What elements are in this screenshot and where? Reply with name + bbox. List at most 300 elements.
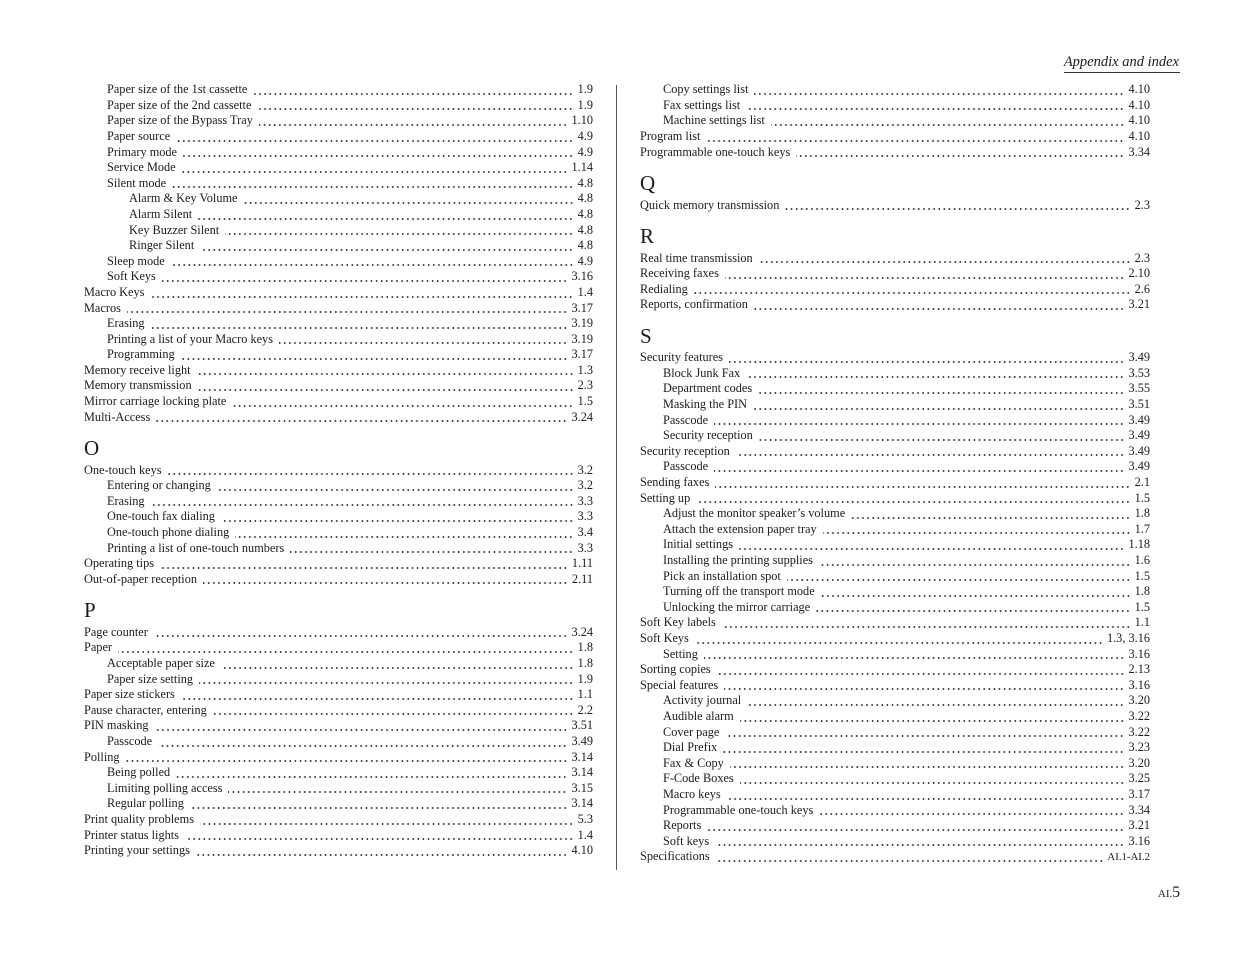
dot-leader (796, 145, 1124, 161)
index-subentry (640, 553, 1150, 569)
index-entry (84, 394, 593, 410)
index-entry-label: Soft Keys (107, 269, 156, 284)
index-entry-label: Paper size setting (107, 671, 194, 686)
index-entry-page: 3.49 (1128, 350, 1150, 365)
index-entry-label: Printer status lights (84, 827, 179, 842)
index-subentry (84, 238, 593, 254)
index-subentry (84, 191, 593, 207)
index-entry-page: 1.8 (577, 655, 593, 670)
index-entry-label: Soft Keys (640, 630, 689, 645)
index-subentry (640, 82, 1150, 98)
index-entry-label: Turning off the transport mode (663, 584, 815, 599)
index-entry-page: 1.7 (1134, 521, 1150, 536)
index-subentry (84, 269, 593, 285)
index-subentry (84, 781, 593, 797)
index-entry-label: Soft keys (663, 833, 710, 848)
index-subentry (640, 600, 1150, 616)
dot-leader (151, 494, 574, 510)
dot-leader (198, 378, 574, 394)
index-subentry (84, 316, 593, 332)
dot-leader (739, 537, 1124, 553)
index-entry-page: 2.1 (1134, 475, 1150, 490)
index-subentry (640, 113, 1150, 129)
index-entry-label: Alarm & Key Volume (129, 191, 238, 206)
index-subentry (84, 176, 593, 192)
dot-leader (217, 478, 574, 494)
index-entry-label: Paper size of the 1st cassette (107, 82, 248, 97)
index-entry-label: Paper size of the Bypass Tray (107, 113, 253, 128)
index-section-heading: O (84, 436, 100, 461)
index-entry-page: 3.19 (571, 316, 593, 331)
index-entry-page: 1.4 (577, 284, 593, 299)
dot-leader (158, 734, 567, 750)
index-entry-page: 2.13 (1128, 662, 1150, 677)
dot-leader (816, 600, 1130, 616)
dot-leader (759, 251, 1131, 267)
index-entry-label: Cover page (663, 724, 720, 739)
index-entry-page: 1.9 (577, 82, 593, 97)
index-subentry (640, 584, 1150, 600)
index-subentry (640, 725, 1150, 741)
index-entry-page: 3.21 (1128, 818, 1150, 833)
index-subentry (84, 207, 593, 223)
index-entry-label: Initial settings (663, 537, 734, 552)
index-entry-page: 3.14 (571, 765, 593, 780)
index-entry (84, 843, 593, 859)
index-entry-label: Installing the printing supplies (663, 553, 813, 568)
index-entry-page: 4.8 (577, 191, 593, 206)
index-entry-label: Audible alarm (663, 708, 734, 723)
index-column-right (640, 82, 1150, 865)
dot-leader (785, 198, 1130, 214)
index-entry-label: Redialing (640, 281, 688, 296)
index-entry-page: 1.18 (1128, 537, 1150, 552)
index-subentry (84, 145, 593, 161)
dot-leader (197, 363, 574, 379)
index-entry-page: 4.8 (577, 222, 593, 237)
index-entry-label: Machine settings list (663, 113, 765, 128)
index-entry-label: Paper size stickers (84, 687, 175, 702)
index-entry-page: 3.17 (571, 347, 593, 362)
index-entry-label: F-Code Boxes (663, 771, 734, 786)
dot-leader (253, 82, 573, 98)
index-entry-page: 4.8 (577, 175, 593, 190)
index-entry (640, 129, 1150, 145)
index-entry-label: Pause character, entering (84, 702, 207, 717)
index-subentry (640, 756, 1150, 772)
dot-leader (171, 254, 574, 270)
index-entry-label: Service Mode (107, 160, 176, 175)
dot-leader (190, 796, 568, 812)
index-entry (640, 282, 1150, 298)
dot-leader (695, 631, 1103, 647)
index-subentry (640, 834, 1150, 850)
index-entry (640, 198, 1150, 214)
dot-leader (232, 394, 573, 410)
page-number-value: 5 (1172, 884, 1180, 901)
dot-leader (225, 223, 573, 239)
index-entry-label: Setting (663, 646, 698, 661)
dot-leader (118, 640, 574, 656)
dot-leader (182, 160, 568, 176)
dot-leader (746, 366, 1124, 382)
index-entry-page: 3.3 (577, 509, 593, 524)
index-entry-label: Printing a list of one-touch numbers (107, 540, 285, 555)
index-subentry (84, 129, 593, 145)
dot-leader (722, 615, 1131, 631)
dot-leader (203, 572, 568, 588)
index-subentry (84, 347, 593, 363)
index-entry-label: Fax settings list (663, 97, 741, 112)
index-entry-page: 3.24 (571, 409, 593, 424)
running-header-title: Appendix and index (1063, 54, 1179, 70)
index-entry-page: 3.2 (577, 462, 593, 477)
dot-leader (181, 687, 574, 703)
index-subentry (640, 428, 1150, 444)
index-entry-page: AI.1-AI.2 (1107, 851, 1150, 864)
index-entry-page: 3.14 (571, 749, 593, 764)
dot-leader (150, 285, 573, 301)
index-entry-label: Unlocking the mirror carriage (663, 599, 811, 614)
index-entry-label: Alarm Silent (129, 206, 193, 221)
index-entry-label: Mirror carriage locking plate (84, 394, 227, 409)
dot-leader (717, 662, 1125, 678)
index-subentry (640, 522, 1150, 538)
index-section-heading: S (640, 323, 652, 348)
dot-leader (729, 350, 1125, 366)
dot-leader (155, 718, 568, 734)
index-entry-label: Memory transmission (84, 378, 192, 393)
index-entry (640, 475, 1150, 491)
dot-leader (244, 191, 574, 207)
dot-leader (821, 584, 1131, 600)
dot-leader (185, 828, 574, 844)
dot-leader (819, 803, 1124, 819)
index-entry-label: Block Junk Fax (663, 365, 741, 380)
index-entry-label: Pick an installation spot (663, 568, 781, 583)
index-entry-page: 4.10 (571, 843, 593, 858)
index-entry-label: Sleep mode (107, 253, 165, 268)
index-entry (84, 363, 593, 379)
index-entry-page: 3.49 (1128, 412, 1150, 427)
index-entry-page: 1.9 (577, 671, 593, 686)
dot-leader (787, 569, 1131, 585)
index-subentry (640, 647, 1150, 663)
index-entry (640, 350, 1150, 366)
index-entry-page: 3.21 (1128, 297, 1150, 312)
index-entry-page: 1.8 (1134, 584, 1150, 599)
dot-leader (127, 301, 568, 317)
index-entry-label: Security reception (640, 443, 730, 458)
dot-leader (290, 541, 573, 557)
index-entry (640, 849, 1150, 865)
index-entry (84, 640, 593, 656)
index-entry-page: 1.14 (571, 160, 593, 175)
index-entry (84, 750, 593, 766)
index-entry-page: 3.22 (1128, 708, 1150, 723)
dot-leader (176, 765, 567, 781)
index-entry (84, 812, 593, 828)
index-entry-page: 2.3 (1134, 197, 1150, 212)
index-entry-page: 3.20 (1128, 755, 1150, 770)
index-entry-page: 2.2 (577, 702, 593, 717)
index-entry-page: 4.8 (577, 206, 593, 221)
index-entry-label: Real time transmission (640, 250, 753, 265)
index-subentry (640, 413, 1150, 429)
index-entry-label: Macro keys (663, 786, 721, 801)
index-entry-page: 3.14 (571, 796, 593, 811)
index-subentry (640, 366, 1150, 382)
index-entry-page: 1.3 (577, 362, 593, 377)
dot-leader (160, 556, 568, 572)
index-entry-page: 3.23 (1128, 740, 1150, 755)
index-entry-page: 4.9 (577, 253, 593, 268)
index-subentry (84, 494, 593, 510)
index-entry-label: Attach the extension paper tray (663, 521, 817, 536)
index-subentry (84, 541, 593, 557)
index-entry-page: 1.5 (1134, 568, 1150, 583)
index-subentry (640, 381, 1150, 397)
index-subentry (640, 803, 1150, 819)
index-entry-label: Programmable one-touch keys (640, 144, 791, 159)
index-entry-label: Masking the PIN (663, 397, 748, 412)
index-entry-label: Printing your settings (84, 843, 190, 858)
index-entry (640, 678, 1150, 694)
index-entry-label: Macros (84, 300, 121, 315)
index-entry-label: PIN masking (84, 718, 149, 733)
index-entry-page: 5.3 (577, 811, 593, 826)
index-entry-page: 3.15 (571, 780, 593, 795)
index-entry-page: 3.4 (577, 525, 593, 540)
index-entry (84, 378, 593, 394)
index-entry-page: 1.8 (577, 640, 593, 655)
index-subentry (84, 525, 593, 541)
dot-leader (200, 812, 574, 828)
index-entry-label: Special features (640, 677, 719, 692)
dot-leader (754, 82, 1124, 98)
index-entry-page: 1.6 (1134, 553, 1150, 568)
index-entry-label: Multi-Access (84, 409, 151, 424)
dot-leader (259, 113, 568, 129)
index-entry-label: Fax & Copy (663, 755, 724, 770)
dot-leader (198, 207, 573, 223)
dot-leader (183, 145, 574, 161)
index-entry-page: 4.9 (577, 128, 593, 143)
index-subentry (84, 223, 593, 239)
index-entry-page: 4.10 (1128, 128, 1150, 143)
index-entry-label: Paper (84, 640, 112, 655)
dot-leader (199, 672, 574, 688)
dot-leader (723, 740, 1124, 756)
index-entry-label: Sorting copies (640, 662, 711, 677)
dot-leader (172, 176, 574, 192)
index-entry-page: 3.49 (1128, 428, 1150, 443)
page-number (1158, 883, 1180, 904)
dot-leader (727, 787, 1125, 803)
index-subentry (640, 459, 1150, 475)
index-entry-page: 3.17 (1128, 786, 1150, 801)
index-entry-label: Being polled (107, 765, 171, 780)
index-section-heading: P (84, 598, 96, 623)
index-entry-page: 1.3, 3.16 (1106, 630, 1150, 645)
index-entry-label: Programmable one-touch keys (663, 802, 814, 817)
index-entry-label: Paper source (107, 128, 171, 143)
dot-leader (715, 834, 1124, 850)
index-entry-label: Receiving faxes (640, 266, 719, 281)
index-subentry (640, 740, 1150, 756)
index-entry-page: 3.22 (1128, 724, 1150, 739)
index-subentry (84, 332, 593, 348)
index-entry-label: Program list (640, 128, 701, 143)
index-entry-label: Adjust the monitor speaker’s volume (663, 506, 846, 521)
dot-leader (151, 316, 568, 332)
dot-leader (851, 506, 1130, 522)
dot-leader (823, 522, 1131, 538)
index-entry-page: 1.11 (571, 556, 593, 571)
index-entry-label: Security features (640, 350, 723, 365)
index-entry-label: Copy settings list (663, 82, 749, 97)
index-entry (640, 444, 1150, 460)
index-entry-label: Sending faxes (640, 475, 710, 490)
index-entry-label: Printing a list of your Macro keys (107, 331, 273, 346)
index-entry (640, 631, 1150, 647)
index-subentry (640, 397, 1150, 413)
index-subentry (84, 672, 593, 688)
index-subentry (84, 509, 593, 525)
index-entry-page: 4.10 (1128, 82, 1150, 97)
index-entry-page: 3.49 (1128, 459, 1150, 474)
index-entry (84, 301, 593, 317)
index-entry-page: 3.20 (1128, 693, 1150, 708)
index-entry (640, 662, 1150, 678)
index-entry (84, 687, 593, 703)
index-entry-page: 4.10 (1128, 113, 1150, 128)
index-subentry (640, 771, 1150, 787)
index-entry-page: 2.3 (1134, 250, 1150, 265)
index-entry (640, 297, 1150, 313)
dot-leader (736, 444, 1125, 460)
index-subentry (640, 709, 1150, 725)
dot-leader (753, 397, 1124, 413)
index-subentry (640, 818, 1150, 834)
index-entry-page: 4.10 (1128, 97, 1150, 112)
index-entry-page: 3.3 (577, 493, 593, 508)
index-entry-page: 1.9 (577, 97, 593, 112)
index-entry-label: Silent mode (107, 175, 167, 190)
index-entry-label: Ringer Silent (129, 238, 195, 253)
index-entry-label: Regular polling (107, 796, 184, 811)
index-entry-page: 2.3 (577, 378, 593, 393)
index-entry-label: Programming (107, 347, 175, 362)
dot-leader (771, 113, 1125, 129)
dot-leader (724, 678, 1124, 694)
index-entry (84, 410, 593, 426)
index-entry-page: 3.16 (571, 269, 593, 284)
index-entry-page: 1.5 (1134, 599, 1150, 614)
dot-leader (747, 693, 1124, 709)
index-entry-page: 3.16 (1128, 833, 1150, 848)
index-entry-page: 3.51 (1128, 397, 1150, 412)
page-number-prefix: AI. (1157, 888, 1173, 900)
index-entry-label: Department codes (663, 381, 753, 396)
index-entry-label: Operating tips (84, 556, 155, 571)
index-subentry (640, 98, 1150, 114)
index-entry-label: One-touch keys (84, 462, 162, 477)
index-entry-label: Out-of-paper reception (84, 571, 198, 586)
index-entry (640, 615, 1150, 631)
index-entry-page: 3.16 (1128, 677, 1150, 692)
index-entry-page: 3.2 (577, 478, 593, 493)
index-entry (640, 266, 1150, 282)
index-entry (640, 145, 1150, 161)
index-subentry (84, 98, 593, 114)
index-entry-label: One-touch fax dialing (107, 509, 215, 524)
dot-leader (758, 381, 1124, 397)
running-header (1064, 53, 1180, 73)
index-entry-page: 3.34 (1128, 144, 1150, 159)
index-entry-page: 3.34 (1128, 802, 1150, 817)
index-subentry (640, 506, 1150, 522)
index-entry-label: Security reception (663, 428, 753, 443)
index-entry (84, 556, 593, 572)
index-entry (84, 718, 593, 734)
index-subentry (84, 113, 593, 129)
dot-leader (694, 282, 1131, 298)
index-entry-page: 2.11 (571, 571, 593, 586)
index-subentry (84, 82, 593, 98)
dot-leader (740, 709, 1125, 725)
index-entry-label: Passcode (663, 459, 709, 474)
index-entry-label: Quick memory transmission (640, 197, 780, 212)
index-entry-label: Erasing (107, 493, 145, 508)
index-entry-label: Erasing (107, 316, 145, 331)
index-entry-page: 2.6 (1134, 281, 1150, 296)
dot-leader (181, 347, 568, 363)
index-entry-page: 3.24 (571, 624, 593, 639)
dot-leader (746, 98, 1124, 114)
dot-leader (740, 771, 1125, 787)
dot-leader (156, 410, 567, 426)
index-entry-page: 1.4 (577, 827, 593, 842)
index-subentry (640, 569, 1150, 585)
dot-leader (754, 297, 1125, 313)
dot-leader (154, 625, 568, 641)
index-section-heading: R (640, 224, 655, 249)
dot-leader (228, 781, 567, 797)
dot-leader (176, 129, 573, 145)
dot-leader (759, 428, 1125, 444)
index-entry-page: 3.19 (571, 331, 593, 346)
index-entry-page: 3.17 (571, 300, 593, 315)
dot-leader (707, 818, 1124, 834)
index-subentry (84, 478, 593, 494)
index-subentry (640, 787, 1150, 803)
index-entry-page: 1.8 (1134, 506, 1150, 521)
index-entry-label: Passcode (663, 412, 709, 427)
dot-leader (819, 553, 1131, 569)
index-entry-page: 3.25 (1128, 771, 1150, 786)
index-entry-label: Reports, confirmation (640, 297, 748, 312)
index-entry-label: Setting up (640, 490, 691, 505)
dot-leader (279, 332, 567, 348)
dot-leader (696, 491, 1130, 507)
index-entry-page: 3.55 (1128, 381, 1150, 396)
index-subentry (84, 656, 593, 672)
index-entry-page: 3.16 (1128, 646, 1150, 661)
index-entry-page: 3.53 (1128, 365, 1150, 380)
index-subentry (640, 693, 1150, 709)
index-entry-label: Primary mode (107, 144, 178, 159)
